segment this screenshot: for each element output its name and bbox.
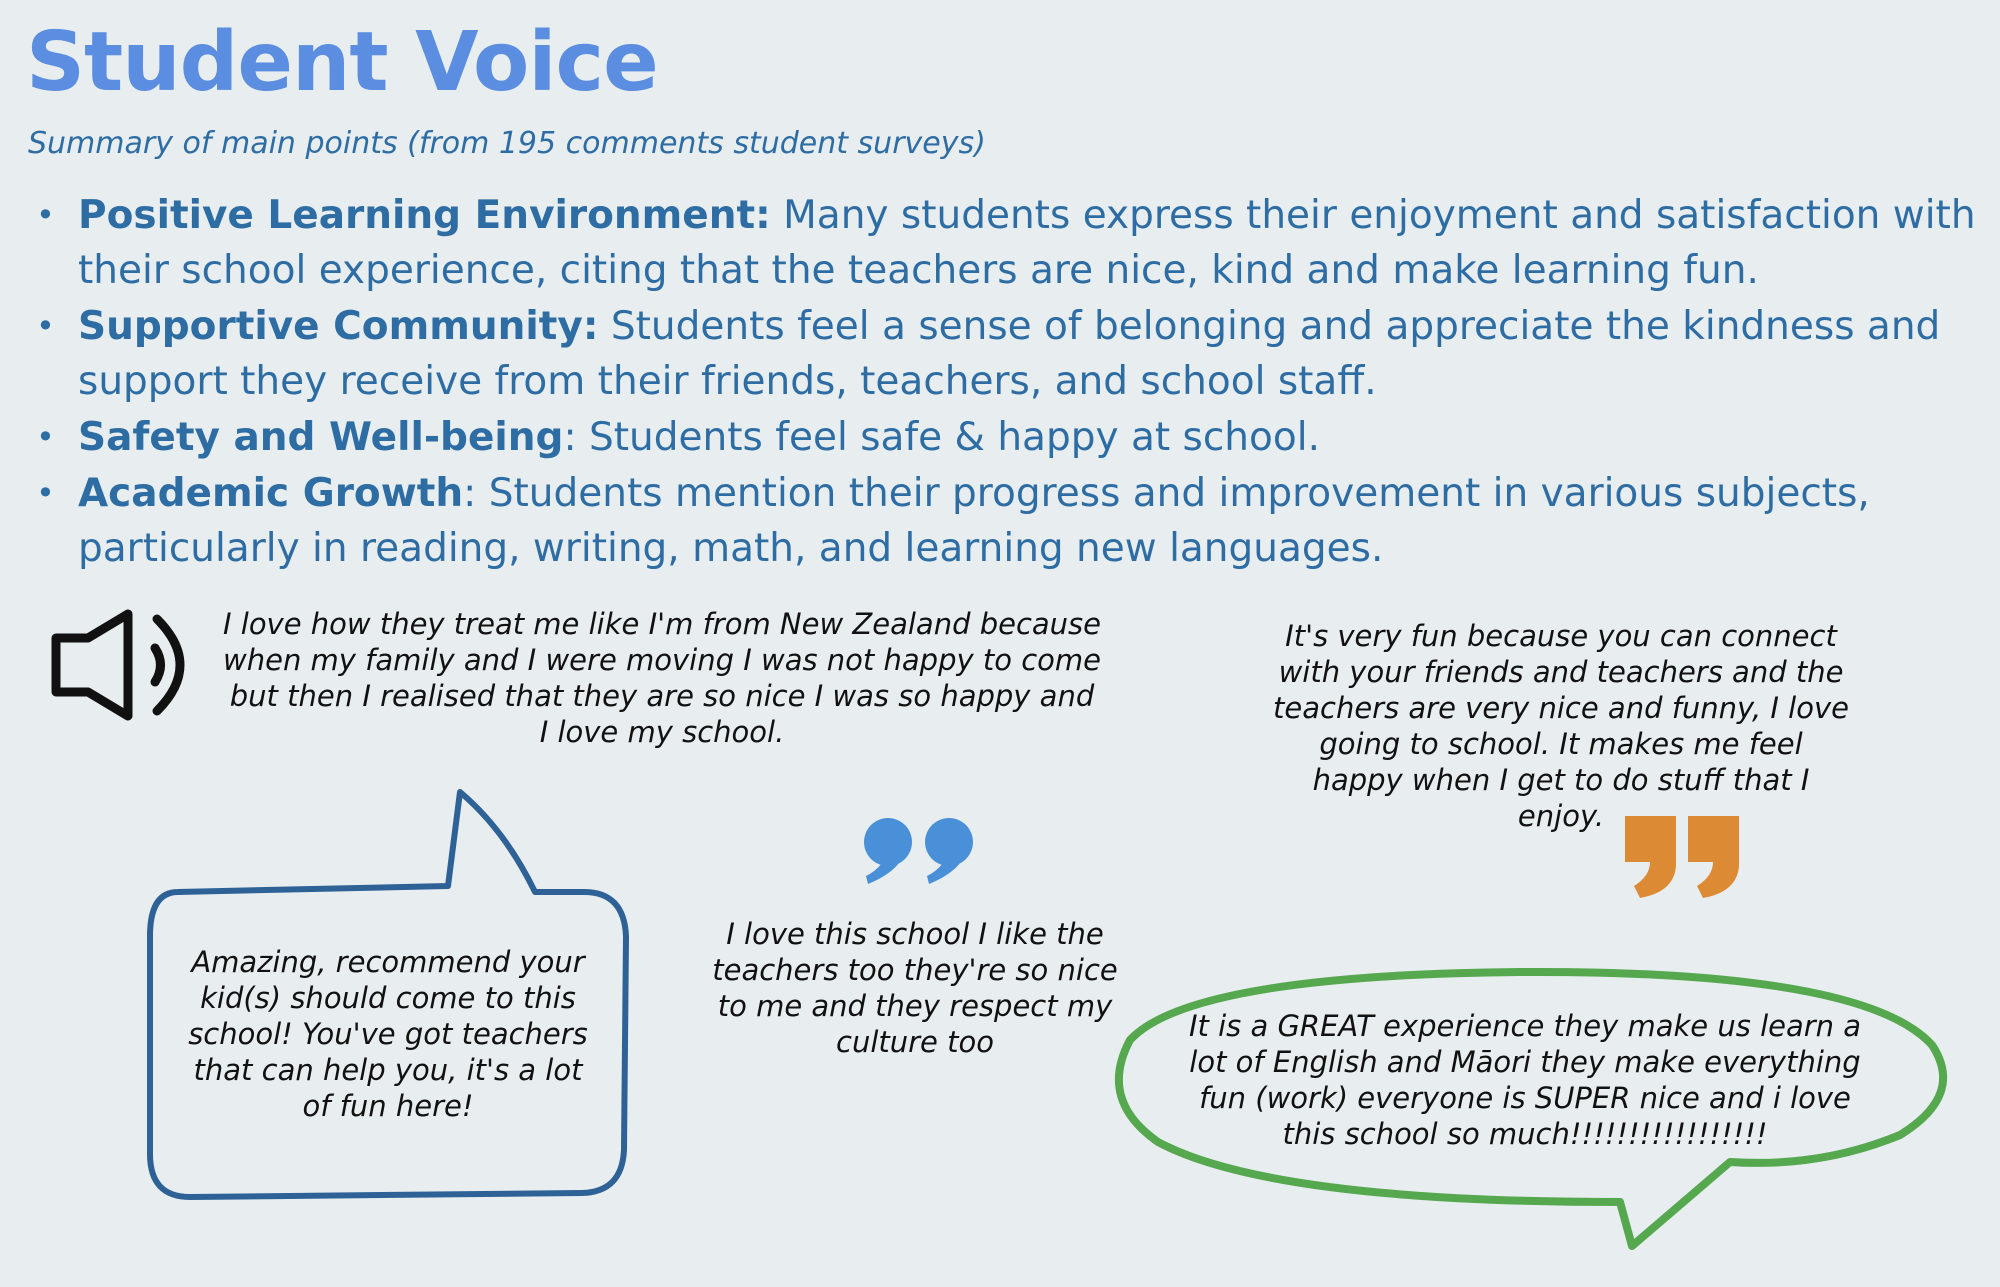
page-title: Student Voice bbox=[26, 15, 658, 110]
quote-amazing: Amazing, recommend your kid(s) should come to this school! You've got teachers that can help you, it's a lot of fun here! bbox=[188, 945, 588, 1123]
point-text: Students feel a sense of belonging and appreciate the kindness and support they receive from their friends, teachers, and school staff. bbox=[78, 304, 1941, 404]
bullet: • bbox=[36, 418, 55, 456]
page-subtitle: Summary of main points (from 195 comments student surveys) bbox=[28, 126, 986, 161]
point-heading: Academic Growth bbox=[78, 471, 464, 516]
point-text: : Students feel safe & happy at school. bbox=[563, 415, 1320, 460]
point-heading: Safety and Well-being bbox=[78, 415, 564, 460]
quote-great: It is a GREAT experience they make us learn a lot of English and Māori they make everything fun (work) everyone is SUPER nice and i love this school so much!!!!!!!!!!!!!!!!! bbox=[1188, 1009, 1862, 1151]
point-text: : Students mention their progress and improvement in various subjects, particularly in reading, writing, math, and learning new languages. bbox=[78, 471, 1870, 571]
point-heading: Supportive Community: bbox=[78, 304, 599, 349]
bullet: • bbox=[36, 307, 55, 345]
bullet: • bbox=[36, 474, 55, 512]
bullet: • bbox=[36, 196, 55, 234]
quote-connect: It's very fun because you can connect with your friends and teachers and the teachers are very nice and funny, I love going to school. It makes me feel happy when I get to do stuff that I enjoy. bbox=[1273, 619, 1849, 833]
point-heading: Positive Learning Environment: bbox=[78, 193, 771, 238]
quote-mark-icon bbox=[864, 818, 973, 884]
point-text: Many students express their enjoyment and satisfaction with their school experience, citing that the teachers are nice, kind and make learning fun. bbox=[78, 193, 1976, 293]
quote-culture: I love this school I like the teachers too they're so nice to me and they respect my culture too bbox=[712, 917, 1118, 1059]
quote-new-zealand: I love how they treat me like I'm from New Zealand because when my family and I were moving I was not happy to come but then I realised that they are so nice I was so happy and I love my school. bbox=[222, 607, 1101, 749]
speaker-icon bbox=[56, 614, 180, 716]
